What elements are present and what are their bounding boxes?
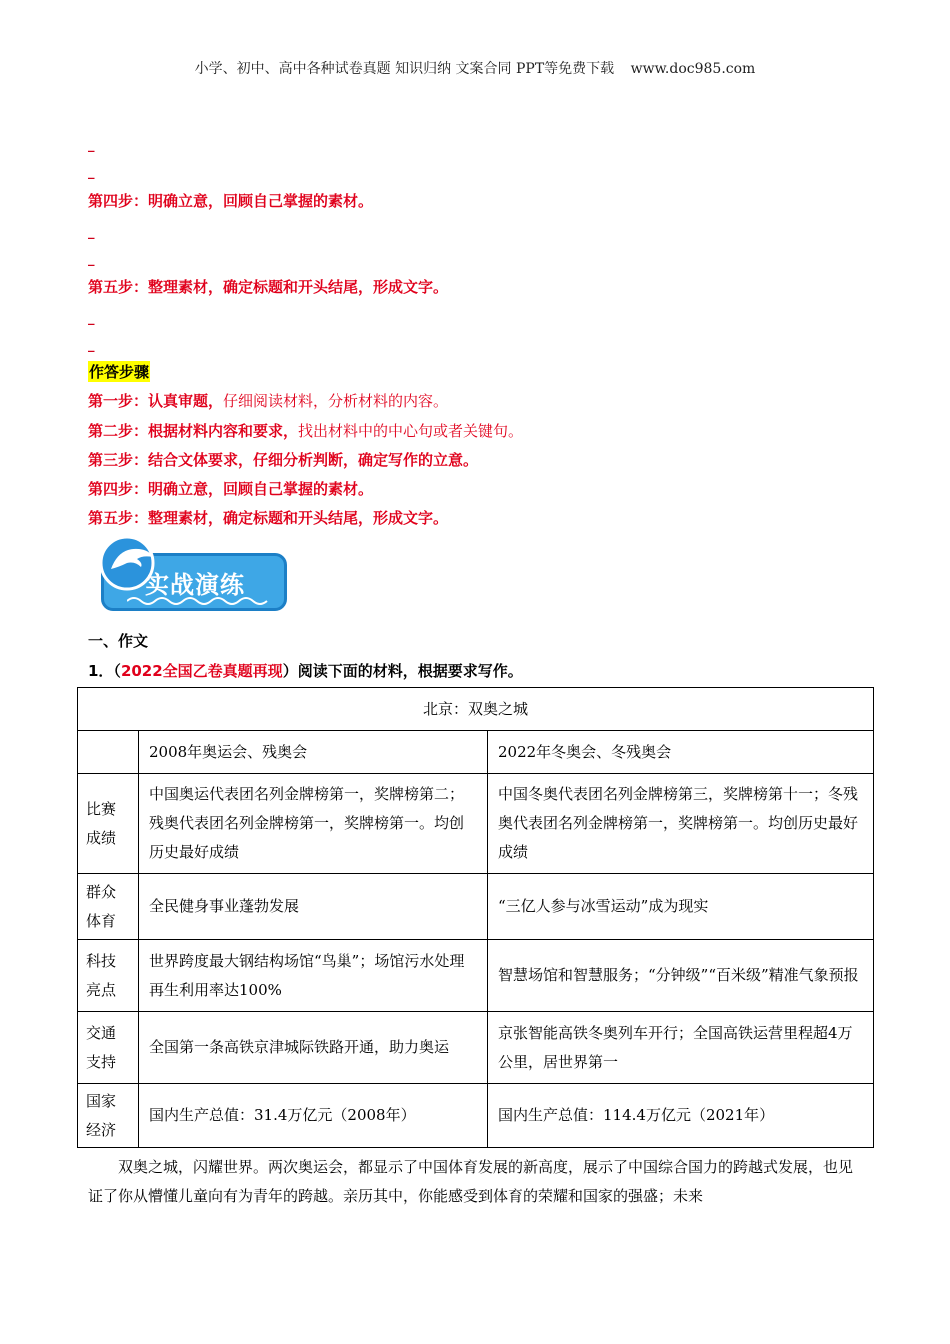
table-row <box>78 774 874 874</box>
row-label: 交通支持 <box>78 1012 139 1084</box>
page-header <box>0 58 950 78</box>
cell-2008: 国内生产总值：31.4万亿元（2008年） <box>139 1084 488 1148</box>
question-1 <box>88 660 523 681</box>
answer-step-4: 第四步：明确立意，回顾自己掌握的素材。 <box>88 480 374 498</box>
row-label: 比赛成绩 <box>78 774 139 874</box>
row-label: 科技亮点 <box>78 940 139 1012</box>
blank-line-marker: _ <box>88 225 95 240</box>
question-instruction: ）阅读下面的材料，根据要求写作。 <box>282 662 523 680</box>
answer-step-1 <box>88 390 448 411</box>
header-blank-cell <box>78 731 139 774</box>
cell-2022: 中国冬奥代表团名列金牌榜第三，奖牌榜第十一；冬残奥代表团名列金牌榜第一，奖牌榜第一。均创历史最好成绩 <box>488 774 874 874</box>
material-paragraph: 双奥之城，闪耀世界。两次奥运会，都显示了中国体育发展的新高度，展示了中国综合国力的跨越式发展，也见证了你从懵懂儿童向有为青年的跨越。亲历其中，你能感受到体育的荣耀和国家的强盛；未来 <box>88 1158 854 1205</box>
answer-steps-title: 作答步骤 <box>89 363 150 381</box>
answer-step-1-bold: 第一步：认真审题， <box>88 392 224 410</box>
top-step-5: 第五步：整理素材，确定标题和开头结尾，形成文字。 <box>88 278 449 296</box>
header-text: 小学、初中、高中各种试卷真题 知识归纳 文案合同 PPT等免费下载 <box>194 61 615 77</box>
table-row <box>78 940 874 1012</box>
cell-2022: 智慧场馆和智慧服务；“分钟级”“百米级”精准气象预报 <box>488 940 874 1012</box>
answer-step-2 <box>88 420 523 441</box>
cell-2022: “三亿人参与冰雪运动”成为现实 <box>488 874 874 940</box>
answer-step-2-rest: 找出材料中的中心句或者关键句。 <box>298 422 524 440</box>
column-header-2022: 2022年冬奥会、冬残奥会 <box>488 731 874 774</box>
blank-line-marker: _ <box>88 311 95 326</box>
cell-2008: 全民健身事业蓬勃发展 <box>139 874 488 940</box>
blank-line-marker: _ <box>88 338 95 353</box>
answer-step-5: 第五步：整理素材，确定标题和开头结尾，形成文字。 <box>88 509 449 527</box>
row-label: 群众体育 <box>78 874 139 940</box>
table-title: 北京：双奥之城 <box>78 688 874 731</box>
answer-step-1-rest: 仔细阅读材料，分析材料的内容。 <box>223 392 449 410</box>
cell-2022: 国内生产总值：114.4万亿元（2021年） <box>488 1084 874 1148</box>
table-row <box>78 1012 874 1084</box>
table-row <box>78 1084 874 1148</box>
section-title: 一、作文 <box>88 632 149 650</box>
question-source: 2022全国乙卷真题再现 <box>120 662 283 680</box>
cell-2008: 全国第一条高铁京津城际铁路开通，助力奥运 <box>139 1012 488 1084</box>
table-row <box>78 874 874 940</box>
badge-label: 实战演练 <box>145 571 245 599</box>
question-number: 1．（ <box>88 662 121 680</box>
header-url: www.doc985.com <box>630 61 756 77</box>
top-step-4: 第四步：明确立意，回顾自己掌握的素材。 <box>88 192 374 210</box>
answer-step-2-bold: 第二步：根据材料内容和要求， <box>88 422 299 440</box>
blank-line-marker: _ <box>88 138 95 153</box>
column-header-2008: 2008年奥运会、残奥会 <box>139 731 488 774</box>
blank-line-marker: _ <box>88 252 95 267</box>
table-title-row <box>78 688 874 731</box>
table-header-row <box>78 731 874 774</box>
olympics-table <box>77 687 874 1148</box>
row-label: 国家经济 <box>78 1084 139 1148</box>
cell-2022: 京张智能高铁冬奥列车开行；全国高铁运营里程超4万公里，居世界第一 <box>488 1012 874 1084</box>
practice-badge <box>97 533 289 615</box>
cell-2008: 世界跨度最大钢结构场馆“鸟巢”；场馆污水处理再生利用率达100% <box>139 940 488 1012</box>
cell-2008: 中国奥运代表团名列金牌榜第一，奖牌榜第二；残奥代表团名列金牌榜第一，奖牌榜第一。均创历史最好成绩 <box>139 774 488 874</box>
blank-line-marker: _ <box>88 165 95 180</box>
answer-step-3: 第三步：结合文体要求，仔细分析判断，确定写作的立意。 <box>88 451 479 469</box>
